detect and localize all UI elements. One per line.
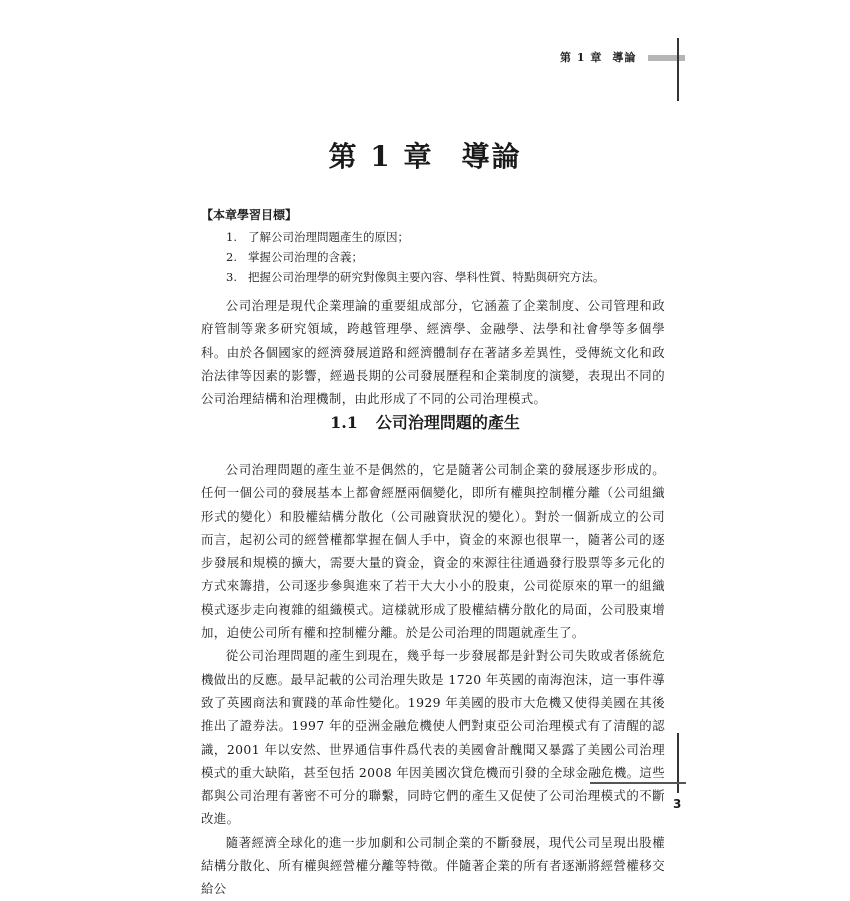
margin-rule-bottom (677, 733, 679, 793)
chapter-name: 導論 (461, 140, 522, 173)
margin-rule-top (677, 38, 679, 101)
objective-item: 2. 掌握公司治理的含義； (226, 250, 363, 264)
body-paragraph: 隨著經濟全球化的進一步加劇和公司制企業的不斷發展，現代公司呈現出股權結構分散化、所有權與經營權分離等特徵。伴隨著企業的所有者逐漸將經營權移交給公 (201, 834, 665, 897)
body-paragraph: 公司治理問題的產生並不是偶然的，它是隨著公司制企業的發展逐步形成的。任何一個公司的發展基本上都會經歷兩個變化，即所有權與控制權分離（公司組織形式的變化）和股權結構分散化（公司融資狀況的變化）。對於一個新成立的公司而言，起初公司的經營權都掌握在個人手中，資金的來源也很單一，隨著公司的逐步發展和規模的擴大，需要大量的資金，資金的來源往往通過發行股票等多元化的方式來籌措，公司逐步參與進來了若干大大小小的股東，公司從原來的單一的組織模式逐步走向複雜的組織模式。這樣就形成了股權結構分散化的局面，公司股東增加，迫使公司所有權和控制權分離。於是公司治理的問題就產生了。 (201, 462, 665, 641)
objectives-heading: 【本章學習目標】 (201, 208, 298, 222)
intro-text (201, 294, 665, 410)
chapter-number: 第 1 章 (328, 140, 434, 173)
running-head (560, 49, 636, 65)
intro-paragraph: 公司治理是現代企業理論的重要組成部分，它涵蓋了企業制度、公司管理和政府管制等衆多研究領域，跨越管理學、經濟學、金融學、法學和社會學等多個學科。由於各個國家的經濟發展道路和經濟體制存在著諸多差異性，受傳統文化和政治法律等因素的影響，經過長期的公司發展歷程和企業制度的演變，表現出不同的公司治理結構和治理機制，由此形成了不同的公司治理模式。 (201, 298, 665, 407)
running-head-title: 導論 (612, 51, 637, 64)
section-heading (0, 410, 850, 433)
objective-item: 3. 把握公司治理學的研究對像與主要內容、學科性質、特點與研究方法。 (226, 270, 605, 284)
section-body (201, 458, 665, 901)
chapter-title (0, 135, 850, 175)
section-title: 公司治理問題的產生 (375, 413, 520, 432)
body-paragraph: 從公司治理問題的產生到現在，幾乎每一步發展都是針對公司失敗或者係統危機做出的反應。最早記載的公司治理失敗是 1720 年英國的南海泡沫，這一事件導致了英國商法和實踐的革命性變化。1929 年美國的股市大危機又使得美國在其後推出了證券法。1997 年的亞洲金融危機使人們對東亞公司治理模式有了清醒的認識，2001 年以安然、世界通信事件爲代表的美國會計醜聞又暴露了美國公司治理模式的重大缺陷，甚至包括 2008 年因美國次貸危機而引發的全球金融危機。這些都與公司治理有著密不可分的聯繫，同時它們的產生又促使了公司治理模式的不斷改進。 (201, 648, 665, 827)
objective-item: 1. 了解公司治理問題產生的原因； (226, 230, 409, 244)
footer-rule (590, 782, 686, 784)
page-number: 3 (673, 797, 682, 811)
objectives-list (201, 227, 671, 287)
running-head-bar (648, 55, 685, 61)
learning-objectives (201, 206, 671, 287)
section-number: 1.1 (330, 413, 358, 432)
running-head-chapter: 第 1 章 (560, 51, 603, 64)
